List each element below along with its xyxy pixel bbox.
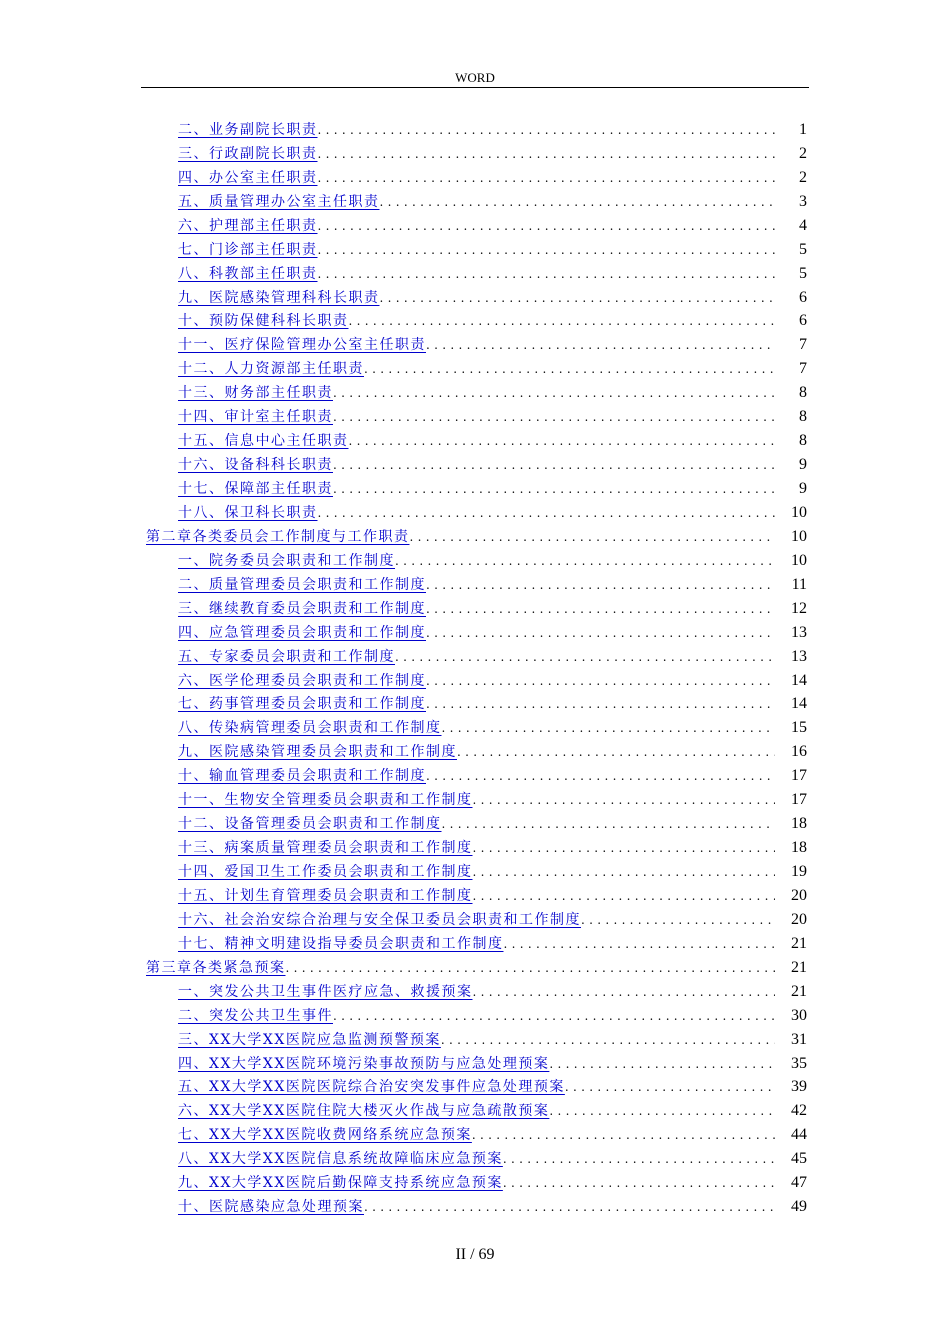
- toc-dot-leader: [473, 860, 776, 884]
- toc-entry-link[interactable]: 九、医院感染管理科科长职责: [178, 289, 380, 306]
- toc-dot-leader: [318, 166, 776, 190]
- toc-entry: [0, 214, 950, 238]
- toc-dot-leader: [442, 716, 776, 740]
- toc-dot-leader: [349, 429, 776, 453]
- toc-entry: [0, 310, 950, 334]
- toc-entry-link[interactable]: 十、输血管理委员会职责和工作制度: [178, 768, 426, 785]
- toc-entry: [0, 645, 950, 669]
- toc-page-number: 10: [791, 527, 807, 545]
- toc-page-number: 14: [791, 695, 807, 713]
- toc-entry-link[interactable]: 十三、病案质量管理委员会职责和工作制度: [178, 840, 473, 857]
- toc-dot-leader: [473, 980, 776, 1004]
- toc-dot-leader: [581, 908, 775, 932]
- toc-entry-link[interactable]: 十四、审计室主任职责: [178, 409, 333, 426]
- toc-dot-leader: [503, 1171, 775, 1195]
- toc-entry: [0, 573, 950, 597]
- toc-entry-link[interactable]: 三、行政副院长职责: [178, 145, 318, 162]
- toc-entry: [0, 477, 950, 501]
- toc-entry: [0, 932, 950, 956]
- toc-page-number: 39: [791, 1078, 807, 1096]
- toc-entry: [0, 1052, 950, 1076]
- toc-entry-link[interactable]: 一、突发公共卫生事件医疗应急、救援预案: [178, 983, 473, 1000]
- toc-dot-leader: [457, 740, 775, 764]
- toc-page-number: 6: [799, 288, 807, 306]
- toc-entry: [0, 669, 950, 693]
- toc-dot-leader: [318, 214, 776, 238]
- toc-page-number: 35: [791, 1054, 807, 1072]
- toc-page-number: 4: [799, 216, 807, 234]
- toc-dot-leader: [426, 764, 775, 788]
- toc-chapter-entry: [0, 956, 950, 980]
- toc-entry-link[interactable]: 四、应急管理委员会职责和工作制度: [178, 624, 426, 641]
- toc-dot-leader: [364, 1195, 775, 1219]
- toc-page-number: 8: [799, 408, 807, 426]
- toc-entry: [0, 693, 950, 717]
- toc-dot-leader: [364, 357, 775, 381]
- toc-entry: [0, 142, 950, 166]
- toc-entry-link[interactable]: 十五、计划生育管理委员会职责和工作制度: [178, 887, 473, 904]
- toc-entry-link[interactable]: 二、业务副院长职责: [178, 121, 318, 138]
- toc-dot-leader: [549, 1052, 775, 1076]
- toc-entry-link[interactable]: 九、医院感染管理委员会职责和工作制度: [178, 744, 457, 761]
- toc-page-number: 44: [791, 1126, 807, 1144]
- toc-entry-link[interactable]: 第二章各类委员会工作制度与工作职责: [146, 528, 410, 545]
- toc-dot-leader: [426, 597, 775, 621]
- toc-page-number: 19: [791, 863, 807, 881]
- toc-entry: [0, 812, 950, 836]
- toc-page-number: 11: [791, 575, 807, 593]
- toc-entry-link[interactable]: 三、XX大学XX医院应急监测预警预案: [178, 1031, 441, 1048]
- toc-entry-link[interactable]: 十一、医疗保险管理办公室主任职责: [178, 337, 426, 354]
- toc-entry: [0, 836, 950, 860]
- toc-dot-leader: [426, 333, 775, 357]
- toc-entry-link[interactable]: 五、质量管理办公室主任职责: [178, 193, 380, 210]
- toc-entry-link[interactable]: 七、门诊部主任职责: [178, 241, 318, 258]
- toc-entry-link[interactable]: 八、科教部主任职责: [178, 265, 318, 282]
- toc-dot-leader: [441, 1028, 775, 1052]
- toc-dot-leader: [318, 262, 776, 286]
- toc-entry: [0, 549, 950, 573]
- toc-entry-link[interactable]: 四、XX大学XX医院环境污染事故预防与应急处理预案: [178, 1055, 550, 1072]
- toc-page-number: 42: [791, 1102, 807, 1120]
- toc-page-number: 30: [791, 1006, 807, 1024]
- toc-entry: [0, 333, 950, 357]
- toc-entry-link[interactable]: 十四、爱国卫生工作委员会职责和工作制度: [178, 864, 473, 881]
- toc-entry-link[interactable]: 十一、生物安全管理委员会职责和工作制度: [178, 792, 473, 809]
- toc-page-number: 16: [791, 743, 807, 761]
- toc-entry-link[interactable]: 六、护理部主任职责: [178, 217, 318, 234]
- toc-entry-link[interactable]: 十二、人力资源部主任职责: [178, 361, 364, 378]
- toc-dot-leader: [318, 501, 776, 525]
- toc-dot-leader: [426, 669, 775, 693]
- toc-page-number: 31: [791, 1030, 807, 1048]
- toc-page-number: 8: [799, 432, 807, 450]
- toc-entry: [0, 238, 950, 262]
- toc-dot-leader: [503, 1147, 775, 1171]
- toc-dot-leader: [395, 645, 775, 669]
- toc-dot-leader: [504, 932, 776, 956]
- toc-entry: [0, 405, 950, 429]
- toc-dot-leader: [549, 1099, 775, 1123]
- toc-dot-leader: [426, 573, 775, 597]
- toc-page-number: 3: [799, 192, 807, 210]
- page-footer: II / 69: [455, 1246, 495, 1263]
- toc-dot-leader: [333, 381, 775, 405]
- toc-page-number: 13: [791, 647, 807, 665]
- toc-entry: [0, 1076, 950, 1100]
- header-rule: [141, 87, 809, 88]
- toc-dot-leader: [472, 1123, 775, 1147]
- toc-page-number: 10: [791, 551, 807, 569]
- toc-entry: [0, 908, 950, 932]
- toc-entry: [0, 740, 950, 764]
- toc-page-number: 10: [791, 503, 807, 521]
- toc-dot-leader: [410, 525, 776, 549]
- toc-entry: [0, 1147, 950, 1171]
- toc-page-number: 9: [799, 456, 807, 474]
- toc-dot-leader: [426, 692, 775, 716]
- toc-entry: [0, 621, 950, 645]
- toc-page-number: 5: [799, 264, 807, 282]
- toc-entry-link[interactable]: 十八、保卫科长职责: [178, 504, 318, 521]
- toc-entry-link[interactable]: 八、XX大学XX医院信息系统故障临床应急预案: [178, 1151, 503, 1168]
- toc-page-number: 2: [799, 168, 807, 186]
- toc-entry-link[interactable]: 一、院务委员会职责和工作制度: [178, 552, 395, 569]
- toc-page-number: 2: [799, 144, 807, 162]
- toc-entry: [0, 884, 950, 908]
- toc-dot-leader: [473, 788, 776, 812]
- toc-entry-link[interactable]: 八、传染病管理委员会职责和工作制度: [178, 720, 442, 737]
- toc-page-number: 21: [791, 958, 807, 976]
- toc-dot-leader: [473, 884, 776, 908]
- toc-entry-link[interactable]: 十五、信息中心主任职责: [178, 433, 349, 450]
- toc-page-number: 17: [791, 767, 807, 785]
- toc-dot-leader: [380, 190, 776, 214]
- toc-entry: [0, 1028, 950, 1052]
- toc-entry-link[interactable]: 十六、社会治安综合治理与安全保卫委员会职责和工作制度: [178, 911, 581, 928]
- toc-entry-link[interactable]: 十二、设备管理委员会职责和工作制度: [178, 816, 442, 833]
- toc-dot-leader: [473, 836, 776, 860]
- toc-entry-link[interactable]: 三、继续教育委员会职责和工作制度: [178, 600, 426, 617]
- toc-page-number: 12: [791, 599, 807, 617]
- toc-page-number: 14: [791, 671, 807, 689]
- toc-entry-link[interactable]: 六、医学伦理委员会职责和工作制度: [178, 672, 426, 689]
- toc-page-number: 6: [799, 312, 807, 330]
- toc-dot-leader: [565, 1075, 775, 1099]
- toc-entry: [0, 453, 950, 477]
- toc-entry-link[interactable]: 六、XX大学XX医院住院大楼灭火作战与应急疏散预案: [178, 1103, 550, 1120]
- toc-dot-leader: [426, 621, 775, 645]
- toc-entry-link[interactable]: 五、XX大学XX医院医院综合治安突发事件应急处理预案: [178, 1079, 565, 1096]
- toc-page-number: 21: [791, 934, 807, 952]
- toc-entry: [0, 262, 950, 286]
- toc-dot-leader: [318, 118, 776, 142]
- toc-entry: [0, 357, 950, 381]
- toc-page-number: 7: [799, 360, 807, 378]
- toc-dot-leader: [318, 238, 776, 262]
- toc-dot-leader: [333, 1004, 775, 1028]
- toc-dot-leader: [333, 405, 775, 429]
- toc-entry-link[interactable]: 第三章各类紧急预案: [146, 959, 286, 976]
- toc-dot-leader: [286, 956, 776, 980]
- toc-page-number: 17: [791, 791, 807, 809]
- toc-page-number: 18: [791, 815, 807, 833]
- toc-dot-leader: [380, 286, 776, 310]
- toc-entry-link[interactable]: 十、预防保健科科长职责: [178, 313, 349, 330]
- toc-entry: [0, 190, 950, 214]
- toc-page-number: 45: [791, 1150, 807, 1168]
- toc-page-number: 49: [791, 1198, 807, 1216]
- toc-entry-link[interactable]: 十、医院感染应急处理预案: [178, 1199, 364, 1216]
- toc-entry: [0, 860, 950, 884]
- toc-entry-link[interactable]: 十三、财务部主任职责: [178, 385, 333, 402]
- toc-entry: [0, 381, 950, 405]
- toc-dot-leader: [442, 812, 776, 836]
- toc-dot-leader: [395, 549, 775, 573]
- toc-page-number: 47: [791, 1174, 807, 1192]
- toc-dot-leader: [318, 142, 776, 166]
- toc-page-number: 8: [799, 384, 807, 402]
- toc-entry: [0, 286, 950, 310]
- toc-entry: [0, 1123, 950, 1147]
- toc-entry: [0, 1195, 950, 1219]
- toc-dot-leader: [333, 477, 775, 501]
- toc-entry-link[interactable]: 二、突发公共卫生事件: [178, 1007, 333, 1024]
- toc-entry: [0, 597, 950, 621]
- toc-page-number: 7: [799, 336, 807, 354]
- toc-entry: [0, 788, 950, 812]
- table-of-contents: [0, 118, 950, 1219]
- toc-entry: [0, 980, 950, 1004]
- toc-page-number: 15: [791, 719, 807, 737]
- toc-entry: [0, 1171, 950, 1195]
- toc-entry: [0, 764, 950, 788]
- toc-entry: [0, 118, 950, 142]
- toc-page-number: 1: [799, 120, 807, 138]
- page-header: WORD: [455, 70, 495, 85]
- toc-entry-link[interactable]: 九、XX大学XX医院后勤保障支持系统应急预案: [178, 1175, 503, 1192]
- toc-dot-leader: [349, 309, 776, 333]
- toc-page-number: 21: [791, 982, 807, 1000]
- toc-entry: [0, 501, 950, 525]
- toc-entry: [0, 1004, 950, 1028]
- toc-entry-link[interactable]: 十七、精神文明建设指导委员会职责和工作制度: [178, 935, 504, 952]
- toc-page-number: 18: [791, 839, 807, 857]
- toc-chapter-entry: [0, 525, 950, 549]
- toc-page-number: 9: [799, 480, 807, 498]
- toc-entry-link[interactable]: 二、质量管理委员会职责和工作制度: [178, 576, 426, 593]
- toc-entry-link[interactable]: 七、药事管理委员会职责和工作制度: [178, 696, 426, 713]
- toc-entry: [0, 716, 950, 740]
- toc-page-number: 20: [791, 910, 807, 928]
- toc-entry: [0, 1099, 950, 1123]
- toc-entry-link[interactable]: 十七、保障部主任职责: [178, 481, 333, 498]
- toc-dot-leader: [333, 453, 775, 477]
- toc-entry: [0, 429, 950, 453]
- toc-entry: [0, 166, 950, 190]
- toc-page-number: 20: [791, 886, 807, 904]
- toc-entry-link[interactable]: 五、专家委员会职责和工作制度: [178, 648, 395, 665]
- toc-entry-link[interactable]: 四、办公室主任职责: [178, 169, 318, 186]
- toc-entry-link[interactable]: 十六、设备科科长职责: [178, 457, 333, 474]
- toc-page-number: 13: [791, 623, 807, 641]
- toc-entry-link[interactable]: 七、XX大学XX医院收费网络系统应急预案: [178, 1127, 472, 1144]
- toc-page-number: 5: [799, 240, 807, 258]
